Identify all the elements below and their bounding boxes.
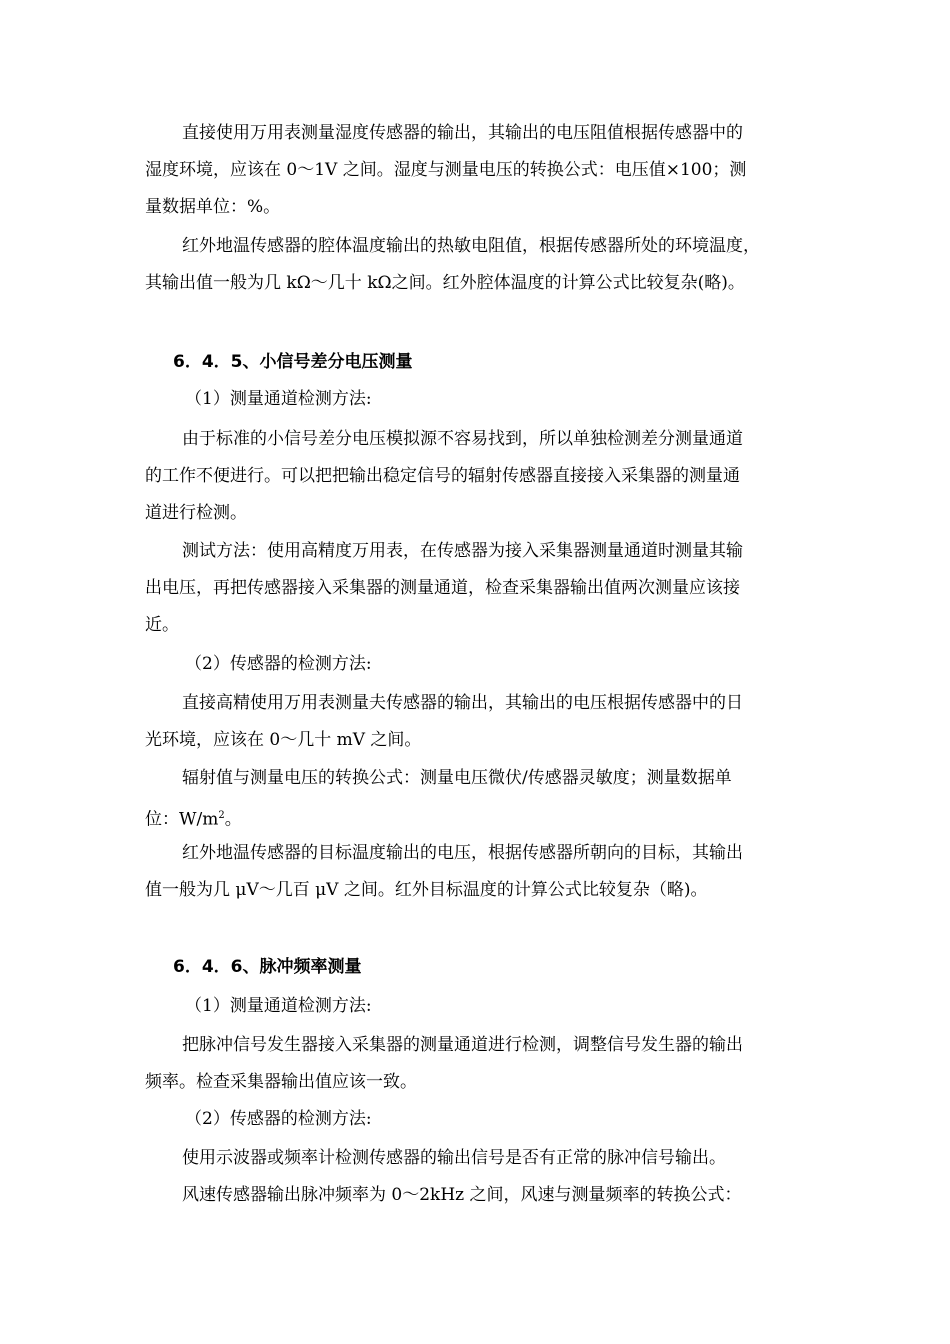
text-line: 风速传感器输出脉冲频率为 0～2kHz 之间，风速与测量频率的转换公式： xyxy=(182,1185,742,1205)
paragraph-infrared-target xyxy=(145,835,810,909)
superscript: 2 xyxy=(218,810,225,821)
text-line: 使用示波器或频率计检测传感器的输出信号是否有正常的脉冲信号输出。 xyxy=(182,1148,726,1168)
text-line: 近。 xyxy=(145,615,179,635)
period: 。 xyxy=(224,809,242,830)
subheading-channel-test: （1）测量通道检测方法: xyxy=(185,389,372,409)
subheading-pulse-channel-test: （1）测量通道检测方法: xyxy=(185,996,372,1016)
text-line xyxy=(145,797,810,839)
paragraph-infrared-cavity xyxy=(145,228,810,302)
paragraph-radiation-formula xyxy=(145,760,810,839)
text-line: 直接高精使用万用表测量夫传感器的输出，其输出的电压根据传感器中的日 xyxy=(182,693,743,713)
section-heading-6-4-6: 6．4．6、脉冲频率测量 xyxy=(173,957,362,977)
text-line: 由于标准的小信号差分电压模拟源不容易找到，所以单独检测差分测量通道 xyxy=(182,429,743,449)
paragraph-wind-speed xyxy=(145,1177,810,1214)
paragraph-radiation-sensor xyxy=(145,685,810,759)
text-line: 把脉冲信号发生器接入采集器的测量通道进行检测，调整信号发生器的输出 xyxy=(182,1035,743,1055)
text-line: 直接使用万用表测量湿度传感器的输出，其输出的电压阻值根据传感器中的 xyxy=(182,123,743,143)
paragraph-differential-source xyxy=(145,421,810,532)
section-heading-6-4-5: 6．4．5、小信号差分电压测量 xyxy=(173,352,413,372)
unit-text: 位：W/m xyxy=(145,809,219,830)
text-line: 出电压，再把传感器接入采集器的测量通道，检查采集器输出值两次测量应该接 xyxy=(145,578,740,598)
subheading-sensor-test: （2）传感器的检测方法: xyxy=(185,654,372,674)
text-line: 红外地温传感器的腔体温度输出的热敏电阻值，根据传感器所处的环境温度， xyxy=(182,236,760,256)
paragraph-oscilloscope xyxy=(145,1140,810,1177)
text-line: 光环境，应该在 0～几十 mV 之间。 xyxy=(145,730,422,750)
text-line: 的工作不便进行。可以把把输出稳定信号的辐射传感器直接接入采集器的测量通 xyxy=(145,466,740,486)
text-line: 值一般为几 μV～几百 μV 之间。红外目标温度的计算公式比较复杂（略)。 xyxy=(145,880,708,900)
text-line: 辐射值与测量电压的转换公式：测量电压微伏/传感器灵敏度；测量数据单 xyxy=(182,768,732,788)
text-line: 量数据单位：%。 xyxy=(145,197,281,217)
text-line: 测试方法：使用高精度万用表，在传感器为接入采集器测量通道时测量其输 xyxy=(182,541,743,561)
text-line: 道进行检测。 xyxy=(145,503,247,523)
text-line: 其输出值一般为几 kΩ～几十 kΩ之间。红外腔体温度的计算公式比较复杂(略)。 xyxy=(145,273,745,293)
text-line: 频率。检查采集器输出值应该一致。 xyxy=(145,1072,417,1092)
paragraph-humidity xyxy=(145,115,810,226)
subheading-pulse-sensor-test: （2）传感器的检测方法: xyxy=(185,1109,372,1129)
paragraph-test-method xyxy=(145,533,810,644)
paragraph-pulse-generator xyxy=(145,1027,810,1101)
text-line: 红外地温传感器的目标温度输出的电压，根据传感器所朝向的目标，其输出 xyxy=(182,843,743,863)
text-line: 湿度环境，应该在 0～1V 之间。湿度与测量电压的转换公式：电压值×100；测 xyxy=(145,160,747,180)
